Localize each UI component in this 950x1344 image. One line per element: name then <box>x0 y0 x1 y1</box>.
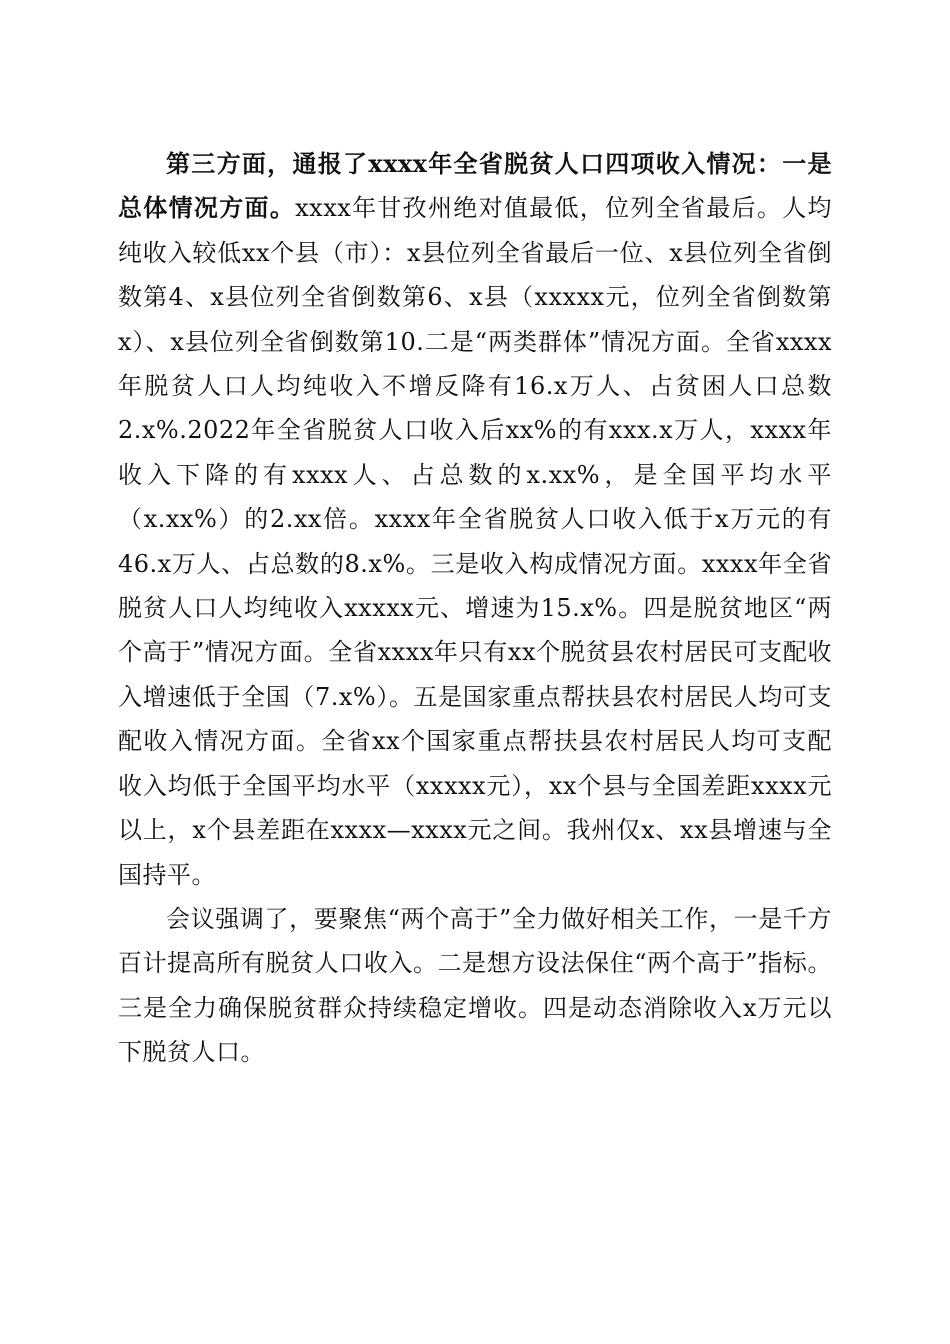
paragraph-lead-text: 第三方面，通报了xxxx年全省脱贫人口四项收入情况：一是总体情况方面。 <box>118 149 832 223</box>
paragraph-meeting-emphasis <box>118 897 832 1075</box>
paragraph-body-text: 会议强调了，要聚焦“两个高于”全力做好相关工作，一是千方百计提高所有脱贫人口收入。二是想方设法保住“两个高于”指标。三是全力确保脱贫群众持续稳定增收。四是动态消除收入x万元以下脱贫人口。 <box>118 904 832 1067</box>
document-page <box>118 142 832 1075</box>
paragraph-body-text: xxxx年甘孜州绝对值最低，位列全省最后。人均纯收入较低xx个县（市）：x县位列全省最后一位、x县位列全省倒数第4、x县位列全省倒数第6、x县（xxxxx元，位列全省倒数第x）、x县位列全省倒数第10.二是“两类群体”情况方面。全省xxxx年脱贫人口人均纯收入不增反降有16.x万人、占贫困人口总数2.x%.2022年全省脱贫人口收入后xx%的有xxx.x万人，xxxx年收入下降的有xxxx人、占总数的x.xx%，是全国平均水平（x.xx%）的2.xx倍。xxxx年全省脱贫人口收入低于x万元的有46.x万人、占总数的8.x%。三是收入构成情况方面。xxxx年全省脱贫人口人均纯收入xxxxx元、增速为15.x%。四是脱贫地区“两个高于”情况方面。全省xxxx年只有xx个脱贫县农村居民可支配收入增速低于全国（7.x%）。五是国家重点帮扶县农村居民人均可支配收入情况方面。全省xx个国家重点帮扶县农村居民人均可支配收入均低于全国平均水平（xxxxx元），xx个县与全国差距xxxx元以上，x个县差距在xxxx—xxxx元之间。我州仅x、xx县增速与全国持平。 <box>118 194 833 889</box>
paragraph-income-report <box>118 142 832 897</box>
